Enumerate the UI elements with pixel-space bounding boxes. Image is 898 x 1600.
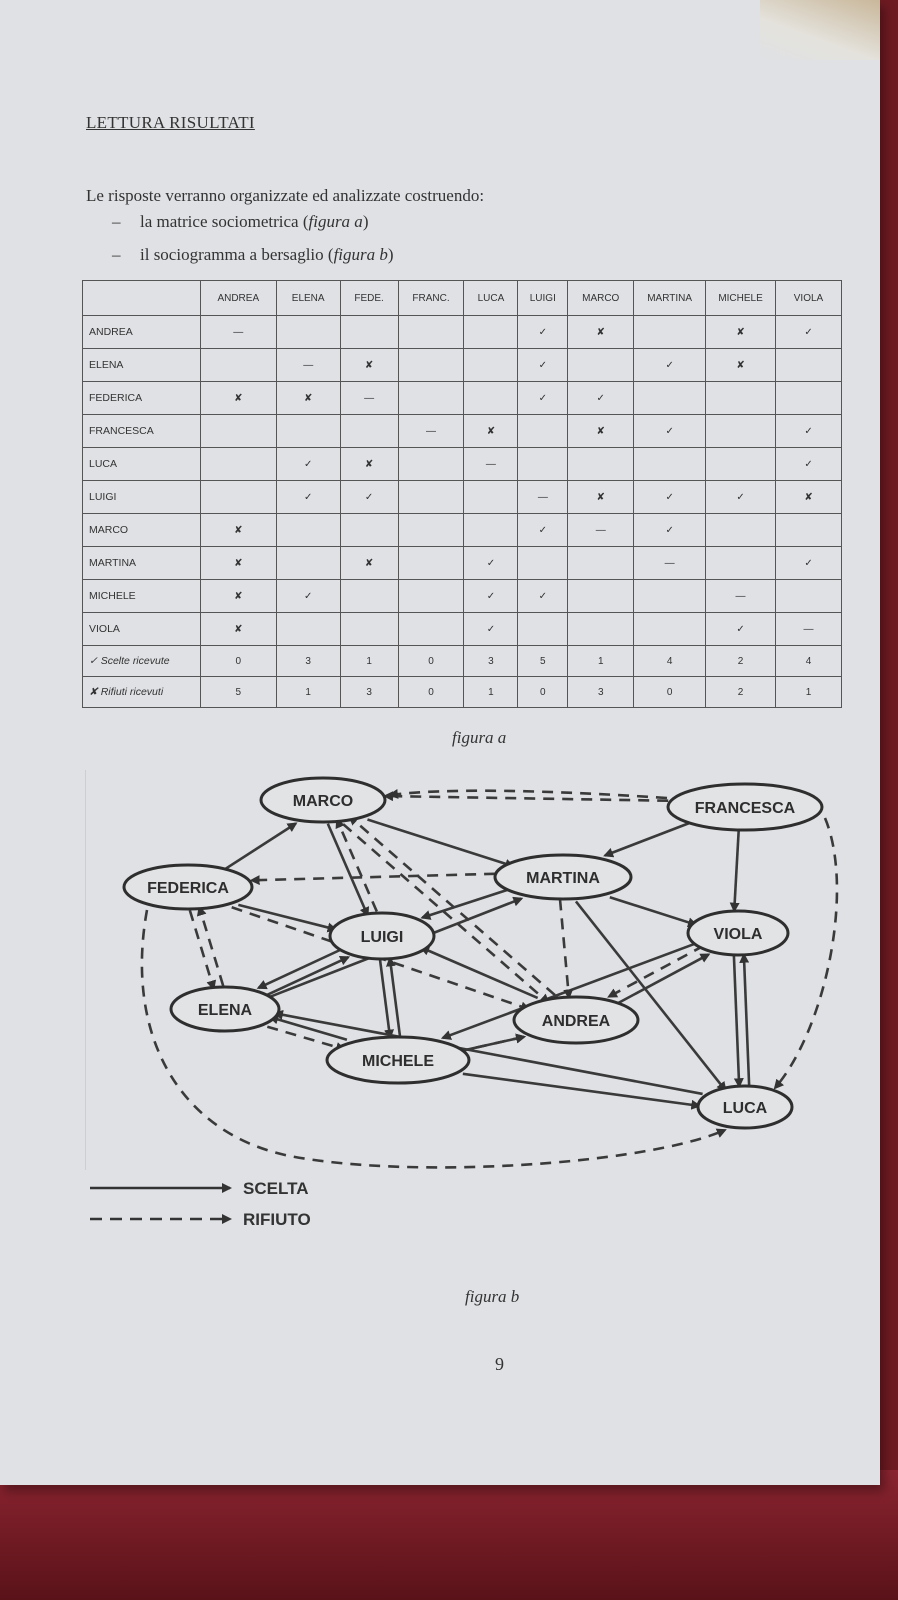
matrix-cell: [568, 448, 634, 481]
matrix-cell: [398, 382, 464, 415]
desk-background: [0, 1470, 898, 1600]
matrix-cell: [518, 547, 568, 580]
matrix-row-label: LUIGI: [83, 481, 201, 514]
legend-rifiuto-label: RIFIUTO: [243, 1210, 311, 1229]
matrix-summary-cell: 4: [776, 646, 842, 677]
matrix-summary-cell: 0: [200, 646, 276, 677]
matrix-row-label: FEDERICA: [83, 382, 201, 415]
matrix-cell: ✓: [568, 382, 634, 415]
matrix-cell: [634, 316, 706, 349]
matrix-cell: ✓: [706, 481, 776, 514]
caption-figura-b: figura b: [465, 1287, 520, 1306]
matrix-cell: [276, 547, 340, 580]
matrix-cell: ✓: [464, 580, 518, 613]
scelta-edge: [421, 948, 538, 998]
node-viola: [688, 911, 788, 955]
matrix-cell: [398, 613, 464, 646]
matrix-column-header: LUIGI: [518, 281, 568, 316]
rifiuto-edge: [267, 1027, 344, 1050]
matrix-cell: [398, 349, 464, 382]
matrix-row: [83, 316, 842, 349]
matrix-summary-cell: 2: [706, 646, 776, 677]
matrix-cell: —: [634, 547, 706, 580]
matrix-cell: [340, 613, 398, 646]
matrix-cell: —: [776, 613, 842, 646]
matrix-cell: ✓: [634, 481, 706, 514]
matrix-cell: [568, 349, 634, 382]
matrix-cell: —: [398, 415, 464, 448]
matrix-cell: [464, 514, 518, 547]
node-label: MICHELE: [362, 1053, 434, 1070]
matrix-row-label: MARCO: [83, 514, 201, 547]
matrix-cell: ✓: [776, 415, 842, 448]
page-number: 9: [495, 1354, 504, 1374]
intro-text: Le risposte verranno organizzate ed analizzate costruendo:: [86, 186, 485, 205]
matrix-row: [83, 448, 842, 481]
matrix-cell: ✓: [276, 580, 340, 613]
matrix-row: [83, 580, 842, 613]
matrix-row: [83, 481, 842, 514]
bullet-text: la matrice sociometrica (: [140, 212, 309, 231]
scelta-edge: [328, 824, 368, 916]
node-label: FRANCESCA: [694, 800, 796, 817]
matrix-row-label: ANDREA: [83, 316, 201, 349]
matrix-cell: [634, 613, 706, 646]
matrix-summary-cell: 5: [200, 677, 276, 708]
matrix-summary-cell: 1: [276, 677, 340, 708]
matrix-cell: [398, 481, 464, 514]
matrix-row-label: MICHELE: [83, 580, 201, 613]
node-label: LUCA: [722, 1100, 768, 1117]
scelta-edge: [734, 955, 739, 1086]
sociogram-diagram: [85, 770, 845, 1240]
matrix-cell: ✓: [518, 382, 568, 415]
matrix-summary-cell: 0: [398, 646, 464, 677]
matrix-cell: [518, 613, 568, 646]
bullet-sociogramma: [112, 245, 394, 265]
scelta-edge: [367, 820, 513, 867]
matrix-column-header: VIOLA: [776, 281, 842, 316]
matrix-corner-cell: [83, 281, 201, 316]
node-luigi: [330, 913, 434, 959]
bullet-close: ): [387, 245, 394, 264]
rifiuto-edge: [560, 899, 569, 997]
matrix-cell: [776, 382, 842, 415]
node-label: MARTINA: [526, 870, 600, 887]
rifiuto-edge: [199, 907, 223, 985]
matrix-cell: ✘: [340, 547, 398, 580]
matrix-row: [83, 514, 842, 547]
node-marco: [261, 778, 385, 822]
scelta-edge: [390, 958, 400, 1036]
matrix-summary-cell: 3: [568, 677, 634, 708]
matrix-cell: [200, 415, 276, 448]
matrix-cell: ✘: [200, 613, 276, 646]
bullet-close: ): [362, 212, 369, 231]
matrix-cell: ✓: [776, 448, 842, 481]
matrix-summary-row: [83, 646, 842, 677]
node-martina: [495, 855, 631, 899]
matrix-cell: ✓: [776, 547, 842, 580]
scelta-edge: [734, 830, 739, 911]
node-federica: [124, 865, 252, 909]
matrix-summary-label: ✘ Rifiuti ricevuti: [83, 677, 201, 708]
matrix-summary-label: ✓ Scelte ricevute: [83, 646, 201, 677]
matrix-cell: [776, 580, 842, 613]
sociometric-matrix: [82, 280, 842, 708]
matrix-cell: —: [568, 514, 634, 547]
matrix-cell: ✓: [634, 349, 706, 382]
matrix-cell: ✘: [706, 349, 776, 382]
node-label: ANDREA: [541, 1013, 611, 1030]
rifiuto-edge: [337, 820, 377, 912]
matrix-cell: [518, 448, 568, 481]
matrix-row: [83, 613, 842, 646]
scelta-edge: [605, 820, 696, 855]
matrix-column-header: FEDE.: [340, 281, 398, 316]
bullet-text: il sociogramma a bersaglio (: [140, 245, 334, 264]
matrix-cell: [276, 415, 340, 448]
matrix-cell: ✓: [706, 613, 776, 646]
matrix-header-row: [83, 281, 842, 316]
node-label: ELENA: [197, 1002, 253, 1019]
matrix-cell: ✓: [276, 448, 340, 481]
matrix-row: [83, 382, 842, 415]
matrix-summary-cell: 1: [340, 646, 398, 677]
bullet-dash: –: [112, 212, 121, 231]
matrix-summary-cell: 0: [398, 677, 464, 708]
matrix-cell: ✓: [518, 580, 568, 613]
matrix-cell: [276, 514, 340, 547]
scelta-edge: [744, 955, 749, 1086]
matrix-cell: ✘: [340, 349, 398, 382]
section-heading: LETTURA RISULTATI: [86, 113, 255, 132]
node-label: VIOLA: [713, 926, 763, 943]
matrix-cell: [464, 382, 518, 415]
node-francesca: [668, 784, 822, 830]
matrix-cell: [518, 415, 568, 448]
scelta-edge: [614, 954, 709, 1005]
matrix-cell: [706, 448, 776, 481]
legend: [90, 1179, 311, 1229]
matrix-summary-cell: 0: [634, 677, 706, 708]
bullet-figure-ref: figura b: [333, 245, 388, 264]
matrix-cell: [634, 382, 706, 415]
scelta-edge: [610, 897, 696, 925]
scelta-edge: [258, 948, 344, 988]
node-andrea: [514, 997, 638, 1043]
matrix-summary-cell: 3: [340, 677, 398, 708]
matrix-cell: ✘: [200, 580, 276, 613]
matrix-summary-cell: 1: [464, 677, 518, 708]
matrix-cell: ✘: [276, 382, 340, 415]
matrix-row-label: LUCA: [83, 448, 201, 481]
matrix-row-label: FRANCESCA: [83, 415, 201, 448]
node-michele: [327, 1037, 469, 1083]
matrix-cell: [340, 514, 398, 547]
bullet-figure-ref: figura a: [308, 212, 363, 231]
matrix-cell: [776, 349, 842, 382]
matrix-cell: [200, 481, 276, 514]
matrix-cell: ✓: [776, 316, 842, 349]
matrix-summary-cell: 1: [776, 677, 842, 708]
node-luca: [698, 1086, 792, 1128]
matrix-cell: [276, 316, 340, 349]
matrix-summary-row: [83, 677, 842, 708]
matrix-cell: ✘: [568, 481, 634, 514]
matrix-cell: [464, 316, 518, 349]
scelta-edge: [221, 823, 296, 871]
matrix-summary-cell: 2: [706, 677, 776, 708]
matrix-cell: [200, 448, 276, 481]
matrix-row: [83, 547, 842, 580]
rifiuto-edge: [775, 818, 837, 1088]
matrix-column-header: MICHELE: [706, 281, 776, 316]
rifiuto-edge: [190, 910, 214, 988]
matrix-cell: [200, 349, 276, 382]
matrix-cell: [464, 481, 518, 514]
matrix-column-header: FRANC.: [398, 281, 464, 316]
matrix-cell: —: [518, 481, 568, 514]
matrix-cell: [398, 514, 464, 547]
matrix-cell: —: [276, 349, 340, 382]
matrix-cell: ✓: [340, 481, 398, 514]
matrix-row-label: MARTINA: [83, 547, 201, 580]
matrix-cell: —: [200, 316, 276, 349]
matrix-row-label: ELENA: [83, 349, 201, 382]
matrix-cell: [464, 349, 518, 382]
matrix-column-header: ELENA: [276, 281, 340, 316]
node-label: MARCO: [292, 793, 354, 810]
node-label: LUIGI: [360, 929, 404, 946]
matrix-cell: ✘: [200, 514, 276, 547]
rifiuto-edge: [252, 874, 495, 880]
matrix-summary-cell: 3: [276, 646, 340, 677]
matrix-cell: [398, 580, 464, 613]
matrix-row-label: VIOLA: [83, 613, 201, 646]
matrix-cell: ✘: [464, 415, 518, 448]
legend-scelta-label: SCELTA: [243, 1179, 309, 1198]
scelta-edge: [380, 960, 390, 1038]
matrix-cell: [340, 415, 398, 448]
matrix-cell: [568, 613, 634, 646]
matrix-summary-cell: 3: [464, 646, 518, 677]
node-elena: [171, 987, 279, 1031]
matrix-cell: [276, 613, 340, 646]
matrix-cell: [340, 316, 398, 349]
matrix-cell: —: [464, 448, 518, 481]
matrix-cell: [634, 580, 706, 613]
matrix-cell: ✓: [276, 481, 340, 514]
matrix-cell: [706, 547, 776, 580]
matrix-column-header: MARTINA: [634, 281, 706, 316]
matrix-cell: —: [340, 382, 398, 415]
matrix-cell: [706, 382, 776, 415]
matrix-cell: —: [706, 580, 776, 613]
matrix-cell: [398, 316, 464, 349]
matrix-summary-cell: 1: [568, 646, 634, 677]
matrix-cell: [776, 514, 842, 547]
matrix-row: [83, 349, 842, 382]
matrix-cell: [340, 580, 398, 613]
node-label: FEDERICA: [147, 880, 229, 897]
matrix-body: [83, 316, 842, 708]
matrix-cell: [398, 547, 464, 580]
matrix-cell: ✘: [706, 316, 776, 349]
matrix-column-header: ANDREA: [200, 281, 276, 316]
bullet-matrice: [112, 212, 368, 232]
matrix-cell: [568, 580, 634, 613]
matrix-cell: ✓: [518, 349, 568, 382]
matrix-cell: ✓: [518, 316, 568, 349]
matrix-cell: [634, 448, 706, 481]
scelta-edge: [463, 1074, 700, 1106]
caption-figura-a: figura a: [452, 728, 507, 747]
matrix-row: [83, 415, 842, 448]
matrix-cell: ✘: [200, 382, 276, 415]
matrix-cell: ✓: [634, 415, 706, 448]
matrix-cell: ✘: [200, 547, 276, 580]
matrix-cell: [398, 448, 464, 481]
page-corner-shadow: [760, 0, 880, 60]
matrix-summary-cell: 5: [518, 646, 568, 677]
matrix-cell: ✓: [464, 547, 518, 580]
matrix-cell: ✘: [568, 316, 634, 349]
matrix-cell: [706, 514, 776, 547]
matrix-column-header: LUCA: [464, 281, 518, 316]
matrix-cell: ✓: [464, 613, 518, 646]
bullet-dash: –: [112, 245, 121, 264]
matrix-cell: ✘: [340, 448, 398, 481]
matrix-cell: ✓: [634, 514, 706, 547]
scelta-edge: [263, 957, 349, 997]
matrix-summary-cell: 4: [634, 646, 706, 677]
matrix-summary-cell: 0: [518, 677, 568, 708]
matrix-cell: ✘: [568, 415, 634, 448]
matrix-cell: [706, 415, 776, 448]
matrix-column-header: MARCO: [568, 281, 634, 316]
matrix-cell: ✘: [776, 481, 842, 514]
matrix-cell: [568, 547, 634, 580]
matrix-cell: ✓: [518, 514, 568, 547]
